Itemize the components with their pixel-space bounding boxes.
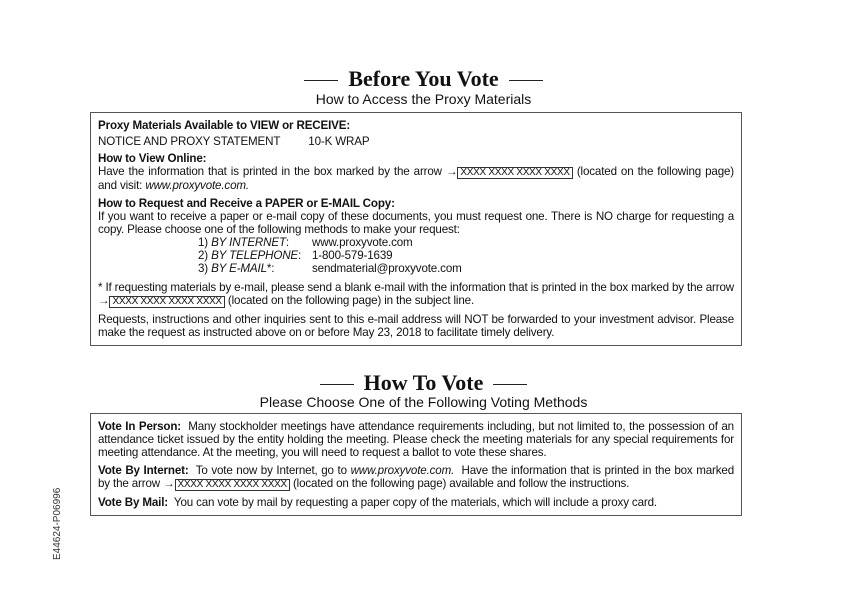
vote-in-person: Vote In Person: Many stockholder meetings have attendance requirements including, but not limited to, the possession of an attendance ticket issued by the entity holding the meeting. Please check the meeting materials for any special requirements for meeting attendance. At the meeting, you will need to request a ballot to vote these shares. [98,420,734,459]
materials-list [98,135,734,148]
method-value[interactable]: sendmaterial@proxyvote.com [312,262,462,275]
before-you-vote-title [0,66,847,92]
material-item: 10-K WRAP [308,135,370,148]
view-heading: How to View Online: [98,152,207,165]
arrow-icon: → [445,165,458,178]
method-email: 3) BY E-MAIL*: sendmaterial@proxyvote.com [198,262,462,275]
title-text: How To Vote [363,370,484,395]
vote-by-internet: Vote By Internet: To vote now by Internet, go to www.proxyvote.com. Have the information that is printed in the box marked by the arrow → XXXX XXXX XXXX XXXX (located on the following page) available and follow the instructions. [98,464,734,490]
material-item: NOTICE AND PROXY STATEMENT [98,135,281,148]
voting-methods-box [90,413,742,516]
view-text: Have the information that is printed in the box marked by the arrow → XXXX XXXX XXXX XXXX (located on the following page) and visit: www.proxyvote.com. [98,165,734,192]
before-subtitle: How to Access the Proxy Materials [315,91,532,107]
proxyvote-link[interactable]: www.proxyvote.com. [350,464,455,477]
how-to-vote-title [0,370,847,396]
document-code: E44624-P06996 [52,487,63,560]
method-internet: 1) BY INTERNET: www.proxyvote.com [198,236,413,249]
access-materials-box [90,112,742,346]
arrow-icon: → [98,294,110,307]
arrow-icon: → [163,477,175,490]
vote-by-mail: Vote By Mail: You can vote by mail by requesting a paper copy of the materials, which will include a proxy card. [98,496,657,509]
request-methods [198,236,734,275]
method-value[interactable]: www.proxyvote.com [312,236,413,249]
materials-heading: Proxy Materials Available to VIEW or RECEIVE: [98,119,351,132]
email-note: * If requesting materials by e-mail, please send a blank e-mail with the information that is printed in the box marked by the arrow → XXXX XXXX XXXX XXXX (located on the following page) in the subject line. [98,281,734,307]
title-text: Before You Vote [348,66,499,91]
method-telephone: 2) BY TELEPHONE: 1-800-579-1639 [198,249,393,262]
control-number-box: XXXX XXXX XXXX XXXX [457,167,572,179]
request-heading: How to Request and Receive a PAPER or E-MAIL Copy: [98,197,395,210]
control-number-box: XXXX XXXX XXXX XXXX [109,296,224,308]
requests-note: Requests, instructions and other inquiries sent to this e-mail address will NOT be forwarded to your investment advisor. Please make the request as instructed above on or before May 23, 2018 to facilitate timely delivery. [98,313,734,339]
control-number-box: XXXX XXXX XXXX XXXX [175,479,290,491]
method-value: 1-800-579-1639 [312,249,393,262]
how-subtitle: Please Choose One of the Following Voting Methods [259,394,588,410]
proxyvote-link[interactable]: www.proxyvote.com. [145,179,249,192]
request-text: If you want to receive a paper or e-mail copy of these documents, you must request one. There is NO charge for requesting a copy. Please choose one of the following methods to make your request: [98,210,734,236]
